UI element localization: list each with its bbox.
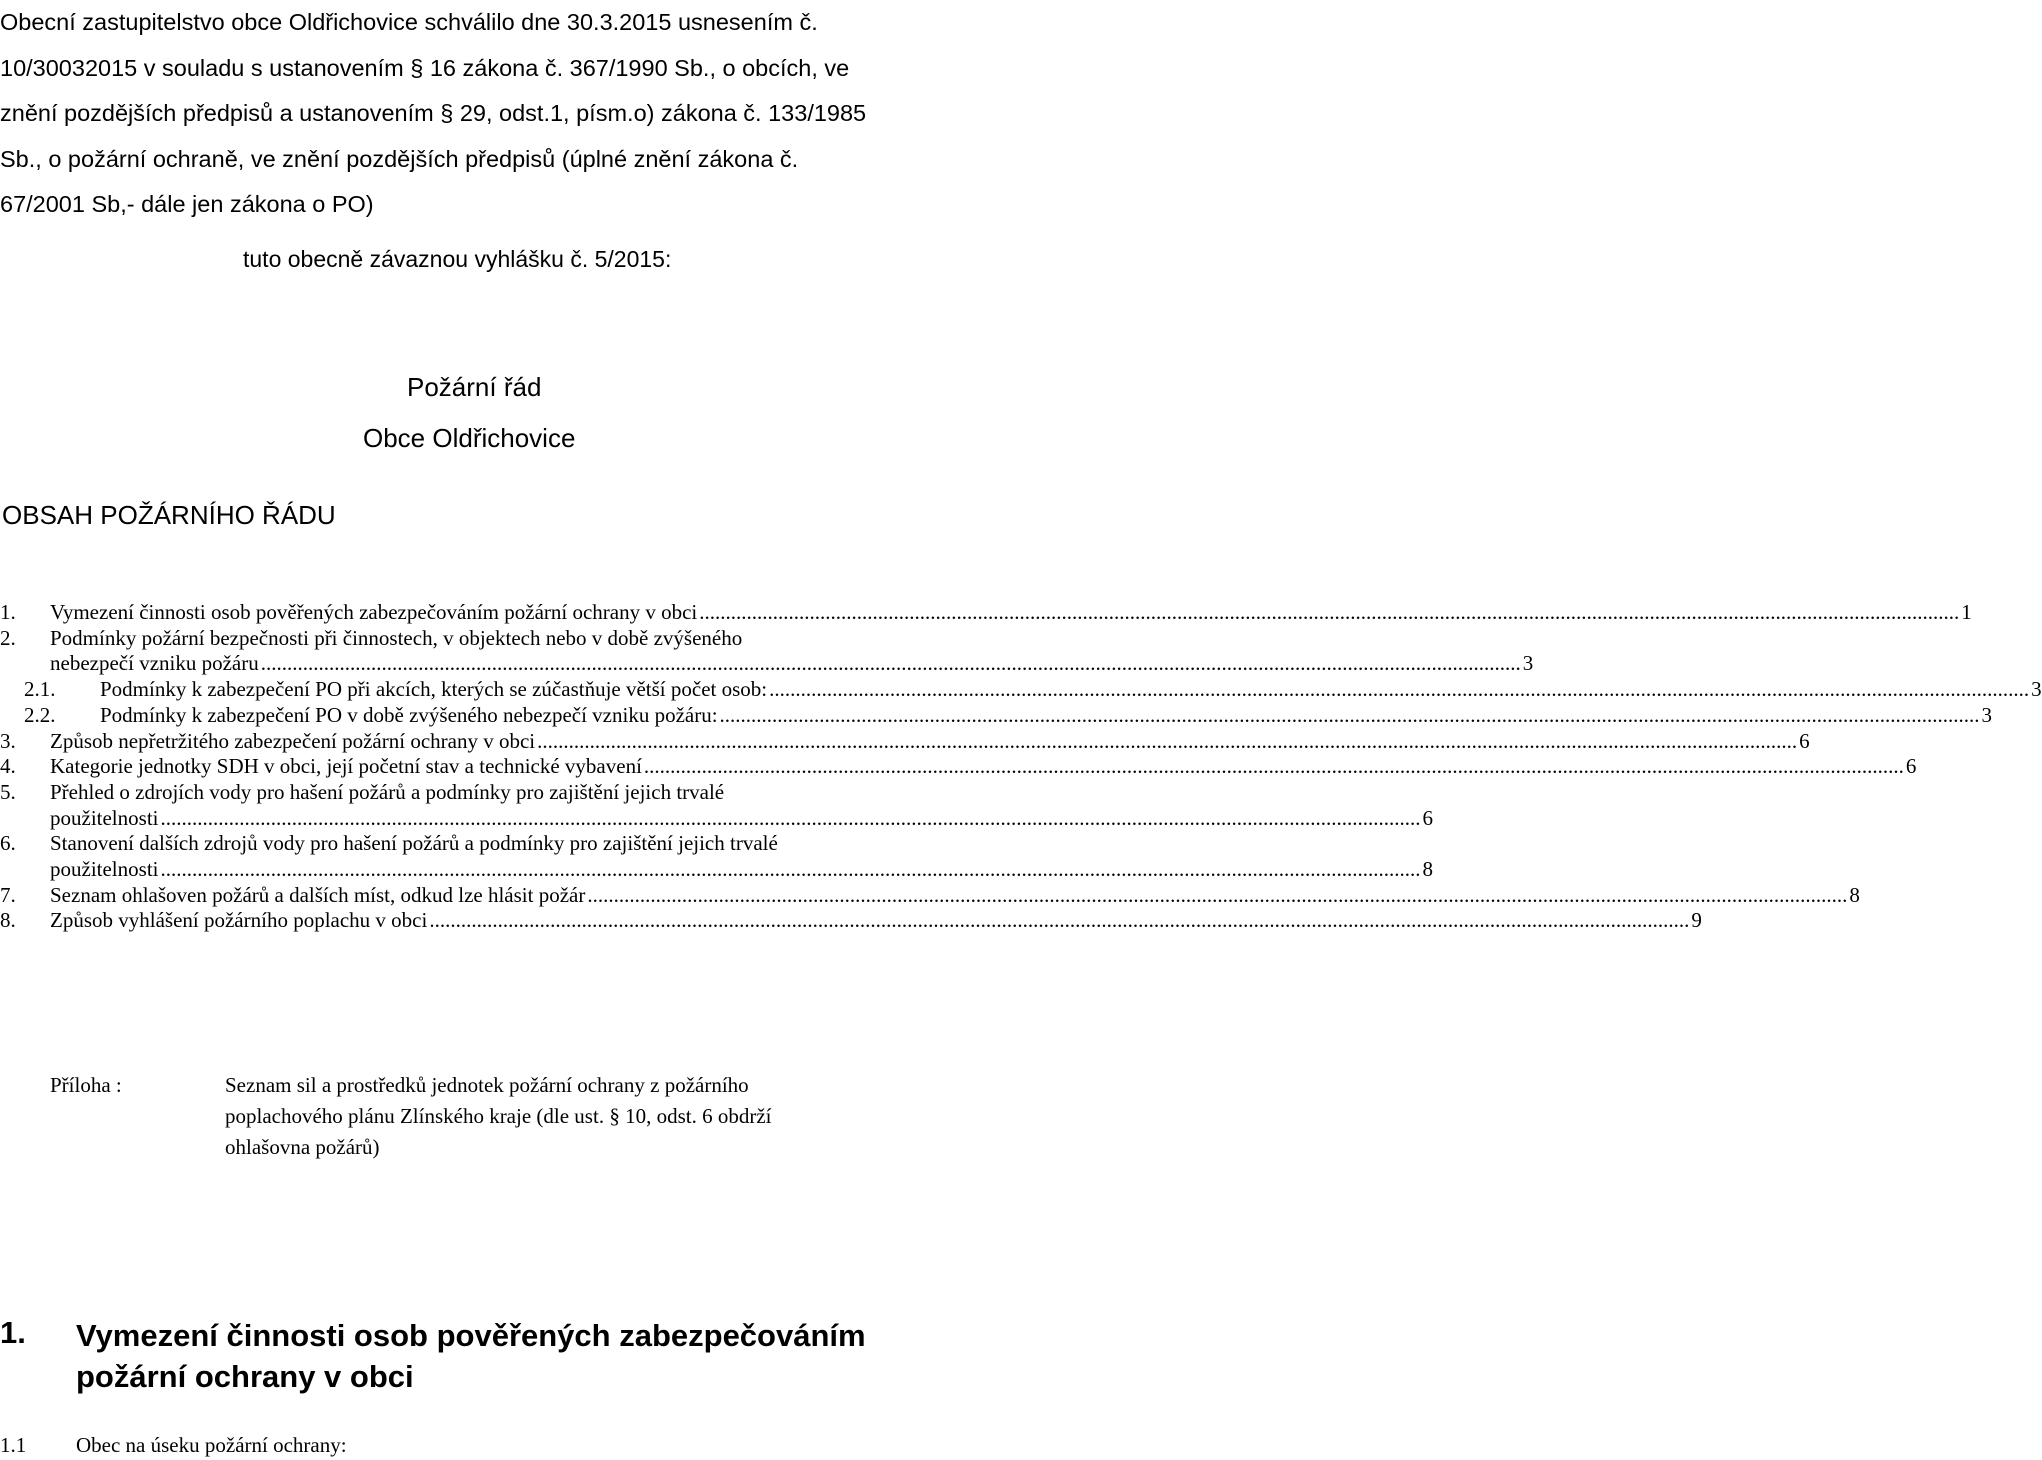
toc-entry-text: Seznam ohlašoven požárů a dalších míst, odkud lze hlásit požár bbox=[50, 882, 586, 907]
intro-line: Sb., o požární ochraně, ve znění pozdějších předpisů (úplné znění zákona č. bbox=[0, 145, 799, 172]
toc-entry[interactable] bbox=[0, 625, 1534, 677]
toc-leader-dots bbox=[427, 908, 1691, 934]
toc-entry-text: Podmínky k zabezpečení PO v době zvýšeného nebezpečí vzniku požáru: bbox=[100, 702, 718, 727]
toc-entry-number: 6. bbox=[0, 831, 16, 856]
toc-page-number: 3 bbox=[1522, 651, 1534, 676]
toc-leader-dots bbox=[718, 703, 1982, 729]
toc-entry-text: Kategorie jednotky SDH v obci, její početní stav a technické vybavení bbox=[50, 754, 642, 779]
toc-leader-dots bbox=[159, 806, 1423, 832]
section-number: 1. bbox=[0, 1315, 26, 1350]
toc-entry-number: 7. bbox=[0, 882, 16, 907]
toc-leader-dots bbox=[642, 754, 1906, 780]
intro-line: 67/2001 Sb,- dále jen zákona o PO) bbox=[0, 191, 374, 217]
toc-entry[interactable] bbox=[0, 754, 1917, 780]
intro-line: Obecní zastupitelstvo obce Oldřichovice schválilo dne 30.3.2015 usnesením č. bbox=[0, 9, 818, 35]
toc-entry[interactable] bbox=[0, 908, 1702, 934]
toc-entry-number: 8. bbox=[0, 908, 16, 933]
toc-entry-number: 1. bbox=[0, 600, 16, 624]
toc-leader-dots bbox=[767, 677, 2031, 703]
toc-entry[interactable] bbox=[0, 882, 1860, 909]
toc-page-number: 8 bbox=[1849, 882, 1860, 907]
toc-entry[interactable] bbox=[0, 779, 1433, 831]
document-title: Požární řád bbox=[407, 372, 542, 402]
subsection-number: 1.1 bbox=[0, 1433, 27, 1457]
toc-entry-number: 2.2. bbox=[24, 702, 56, 727]
toc-entry[interactable] bbox=[0, 728, 1810, 755]
toc-entry-text: Vymezení činnosti osob pověřených zabezpečováním požární ochrany v obci bbox=[50, 600, 698, 624]
toc-entry-number: 5. bbox=[0, 779, 16, 804]
toc-entry[interactable] bbox=[0, 600, 1972, 626]
toc-page-number: 9 bbox=[1691, 908, 1702, 933]
document-subtitle: Obce Oldřichovice bbox=[363, 423, 576, 453]
toc-heading: OBSAH POŽÁRNÍHO ŘÁDU bbox=[2, 500, 336, 530]
section-heading: Vymezení činnosti osob pověřených zabezpečováním požární ochrany v obci bbox=[76, 1318, 866, 1394]
toc-entry-text: použitelnosti bbox=[50, 805, 159, 830]
toc-leader-dots bbox=[159, 857, 1423, 883]
toc-page-number: 3 bbox=[1981, 702, 1993, 727]
toc-entry-text: Podmínky požární bezpečnosti při činnostech, v objektech nebo v době zvýšeného bbox=[50, 625, 743, 650]
intro-line: 10/30032015 v souladu s ustanovením § 16 zákona č. 367/1990 Sb., o obcích, ve bbox=[0, 54, 850, 81]
subsection-heading: Obec na úseku požární ochrany: bbox=[76, 1433, 347, 1457]
table-of-contents bbox=[0, 600, 2042, 934]
toc-leader-dots bbox=[259, 651, 1523, 677]
toc-entry[interactable] bbox=[0, 831, 1433, 882]
intro-line: znění pozdějších předpisů a ustanovením § 29, odst.1, písm.o) zákona č. 133/1985 bbox=[0, 100, 867, 126]
toc-page-number: 6 bbox=[1799, 728, 1810, 753]
intro-paragraph bbox=[0, 0, 958, 228]
toc-page-number: 1 bbox=[1961, 600, 1972, 624]
toc-entry-text: Způsob vyhlášení požárního poplachu v obci bbox=[50, 908, 428, 933]
toc-entry[interactable] bbox=[0, 702, 1993, 729]
toc-leader-dots bbox=[585, 883, 1849, 909]
toc-entry-text: Způsob nepřetržitého zabezpečení požární ochrany v obci bbox=[50, 728, 536, 753]
toc-page-number: 6 bbox=[1905, 754, 1917, 779]
toc-entry-text: Stanovení dalších zdrojů vody pro hašení požárů a podmínky pro zajištění jejich trvalé bbox=[50, 831, 778, 856]
toc-page-number: 8 bbox=[1422, 857, 1433, 882]
toc-entry[interactable] bbox=[0, 677, 2042, 703]
decree-line: tuto obecně závaznou vyhlášku č. 5/2015: bbox=[243, 246, 672, 272]
toc-entry-number: 3. bbox=[0, 728, 16, 753]
toc-page-number: 3 bbox=[2031, 677, 2042, 702]
attachment-line: ohlašovna požárů) bbox=[225, 1135, 380, 1159]
toc-entry-text: Přehled o zdrojích vody pro hašení požárů a podmínky pro zajištění jejich trvalé bbox=[50, 779, 725, 804]
attachment-line: Seznam sil a prostředků jednotek požární ochrany z požárního bbox=[225, 1073, 749, 1097]
attachment-line: poplachového plánu Zlínského kraje (dle ust. § 10, odst. 6 obdrží bbox=[225, 1104, 772, 1128]
toc-entry-text: Podmínky k zabezpečení PO při akcích, kterých se zúčastňuje větší počet osob: bbox=[100, 677, 768, 702]
toc-entry-text: nebezpečí vzniku požáru bbox=[50, 651, 259, 676]
toc-page-number: 6 bbox=[1422, 805, 1433, 830]
toc-entry-number: 2.1. bbox=[24, 677, 56, 702]
toc-leader-dots bbox=[697, 600, 1961, 626]
toc-leader-dots bbox=[535, 729, 1799, 755]
toc-entry-text: použitelnosti bbox=[50, 857, 159, 882]
toc-entry-number: 4. bbox=[0, 754, 16, 779]
attachment-label: Příloha : bbox=[50, 1073, 122, 1097]
toc-entry-number: 2. bbox=[0, 625, 16, 650]
attachment-text bbox=[225, 1070, 925, 1163]
